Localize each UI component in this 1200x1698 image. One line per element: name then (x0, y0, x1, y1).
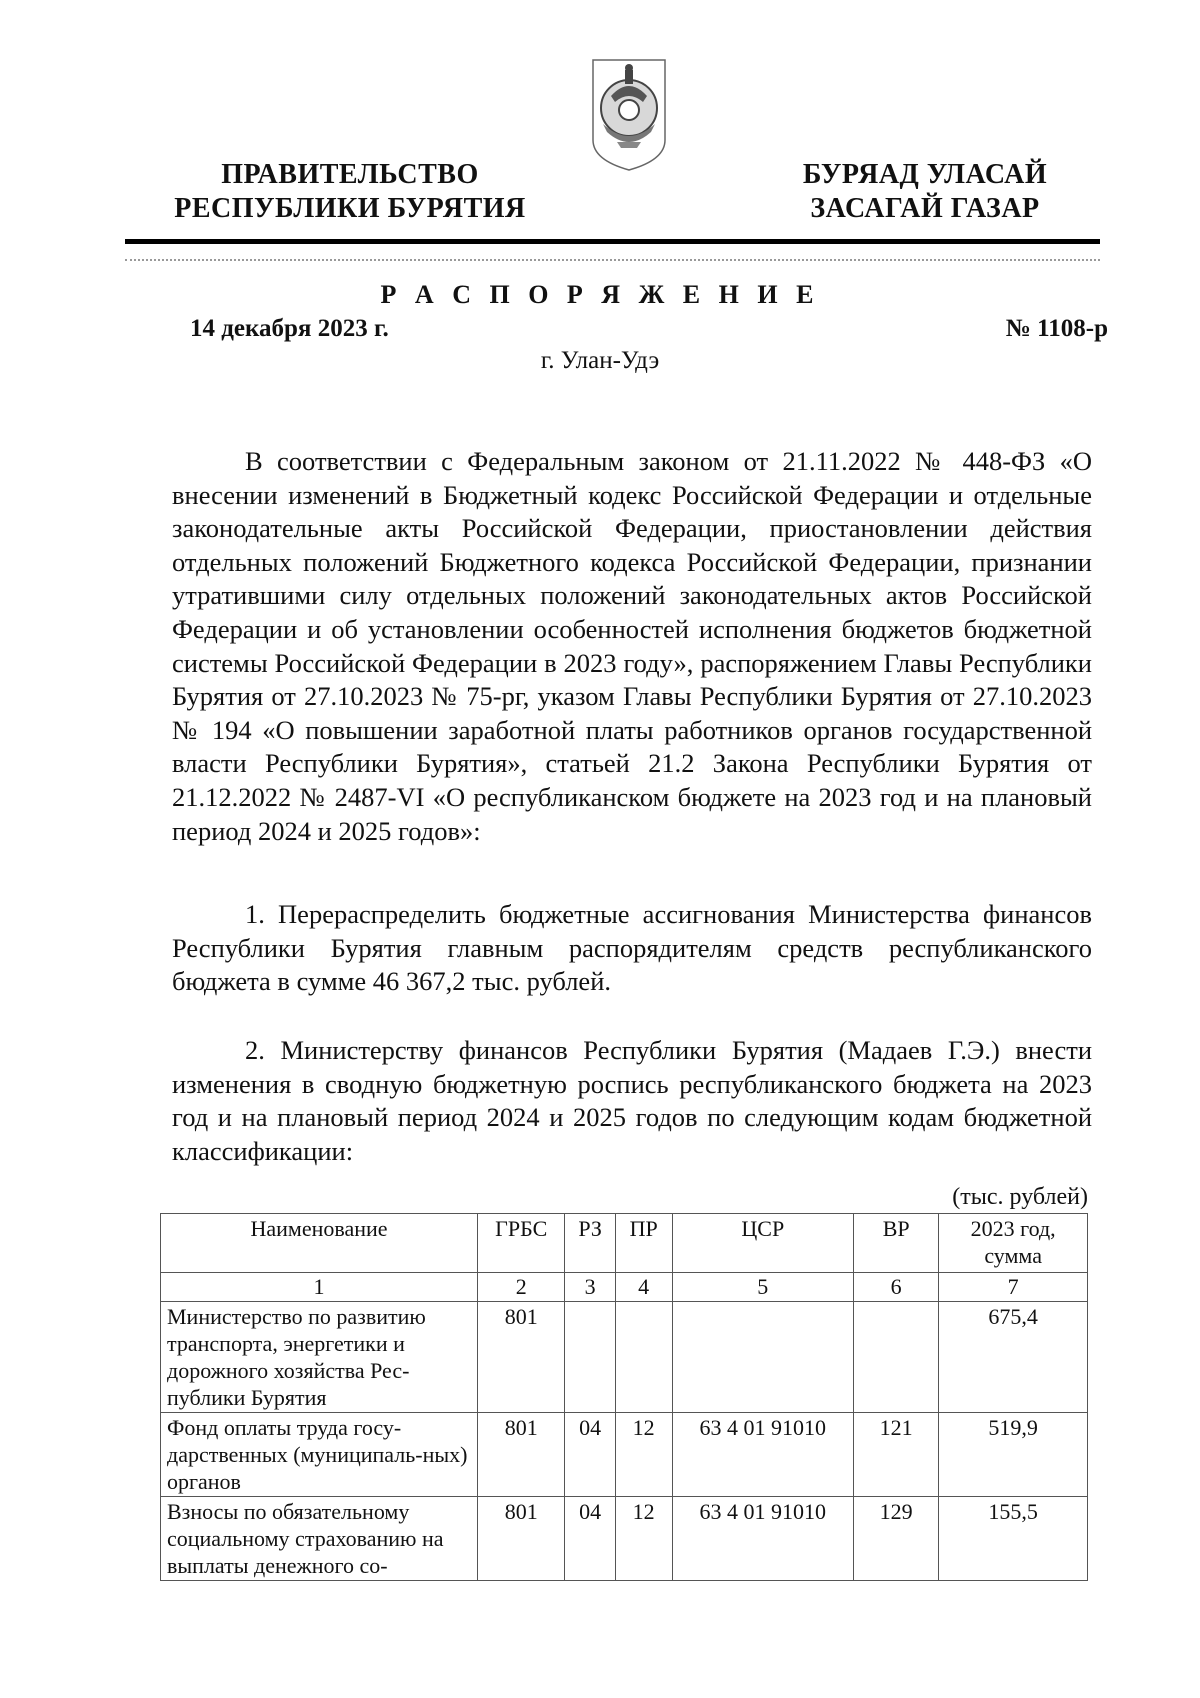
header-csr: ЦСР (672, 1214, 853, 1273)
table-row (161, 1497, 1088, 1581)
header-sum: 2023 год, сумма (939, 1214, 1088, 1273)
row-name: Взносы по обязательному социальному страхованию на выплаты денежного со- (161, 1497, 478, 1581)
row-csr: 63 4 01 91010 (672, 1413, 853, 1497)
row-pr (615, 1302, 672, 1413)
preamble-paragraph: В соответствии с Федеральным законом от 21.11.2022 № 448-ФЗ «О внесении изменений в Бюджетный кодекс Российской Федерации и отдельные законодательные акты Российской Федерации, приостановлении действия отдельных положений Бюджетного кодекса Российской Федерации, признании утратившими силу отдельных положений законодательных актов Российской Федерации и об установлении особенностей исполнения бюджетов бюджетной системы Российской Федерации в 2023 году», распоряжением Главы Республики Бурятия от 27.10.2023 № 75-рг, указом Главы Республики Бурятия от 27.10.2023 № 194 «О повышении заработной платы работников органов государственной власти Республики Бурятия», статьей 21.2 Закона Республики Бурятия от 21.12.2022 № 2487-VI «О республиканском бюджете на 2023 год и на плановый период 2024 и 2025 годов»: (172, 446, 1092, 846)
header-name: Наименование (161, 1214, 478, 1273)
column-number: 3 (565, 1273, 615, 1302)
column-number: 1 (161, 1273, 478, 1302)
row-sum: 675,4 (939, 1302, 1088, 1413)
row-vr (854, 1302, 939, 1413)
row-rz (565, 1302, 615, 1413)
row-vr: 129 (854, 1497, 939, 1581)
emblem (587, 56, 671, 174)
row-rz: 04 (565, 1413, 615, 1497)
header-divider-thin (125, 259, 1100, 261)
republic-coat-of-arms-icon (587, 56, 671, 174)
header-vr: ВР (854, 1214, 939, 1273)
government-name-bua-line1: БУРЯАД УЛАСАЙ (802, 159, 1048, 190)
row-pr: 12 (615, 1497, 672, 1581)
row-grbs: 801 (478, 1497, 565, 1581)
row-sum: 519,9 (939, 1413, 1088, 1497)
row-grbs: 801 (478, 1413, 565, 1497)
table-units: (тыс. рублей) (952, 1184, 1088, 1210)
table-row (161, 1413, 1088, 1497)
column-number: 2 (478, 1273, 565, 1302)
government-name-ru (160, 158, 540, 226)
column-number: 5 (672, 1273, 853, 1302)
clause-1-paragraph: 1. Перераспределить бюджетные ассигнования Министерства финансов Республики Бурятия главным распорядителям средств республиканского бюджета в сумме 46 367,2 тыс. рублей. (172, 899, 1092, 997)
row-vr: 121 (854, 1413, 939, 1497)
row-csr (672, 1302, 853, 1413)
column-number: 7 (939, 1273, 1088, 1302)
row-grbs: 801 (478, 1302, 565, 1413)
clause-2-paragraph: 2. Министерству финансов Республики Бурятия (Мадаев Г.Э.) внести изменения в сводную бюджетную роспись республиканского бюджета на 2023 год и на плановый период 2024 и 2025 годов по следующим кодам бюджетной классификации: (172, 1035, 1092, 1166)
row-rz: 04 (565, 1497, 615, 1581)
government-name-bua (760, 158, 1090, 226)
header-grbs: ГРБС (478, 1214, 565, 1273)
row-name: Фонд оплаты труда госу-дарственных (муниципаль-ных) органов (161, 1413, 478, 1497)
document-number: № 1108-р (1005, 315, 1108, 342)
government-name-ru-line1: ПРАВИТЕЛЬСТВО (221, 159, 479, 190)
row-csr: 63 4 01 91010 (672, 1497, 853, 1581)
row-sum: 155,5 (939, 1497, 1088, 1581)
header-rz: РЗ (565, 1214, 615, 1273)
government-name-ru-line2: РЕСПУБЛИКИ БУРЯТИЯ (174, 193, 526, 224)
table-row (161, 1302, 1088, 1413)
column-number: 6 (854, 1273, 939, 1302)
document-city: г. Улан-Удэ (540, 347, 660, 374)
government-name-bua-line2: ЗАСАГАЙ ГАЗАР (810, 193, 1040, 224)
table-column-numbers-row (161, 1273, 1088, 1302)
row-name: Министерство по развитию транспорта, энергетики и дорожного хозяйства Рес-публики Бурятия (161, 1302, 478, 1413)
document-date: 14 декабря 2023 г. (190, 315, 389, 342)
header-divider-thick (125, 239, 1100, 244)
header-pr: ПР (615, 1214, 672, 1273)
column-number: 4 (615, 1273, 672, 1302)
document-title: Р А С П О Р Я Ж Е Н И Е (380, 280, 820, 309)
budget-table (160, 1213, 1088, 1581)
row-pr: 12 (615, 1413, 672, 1497)
table-header-row (161, 1214, 1088, 1273)
